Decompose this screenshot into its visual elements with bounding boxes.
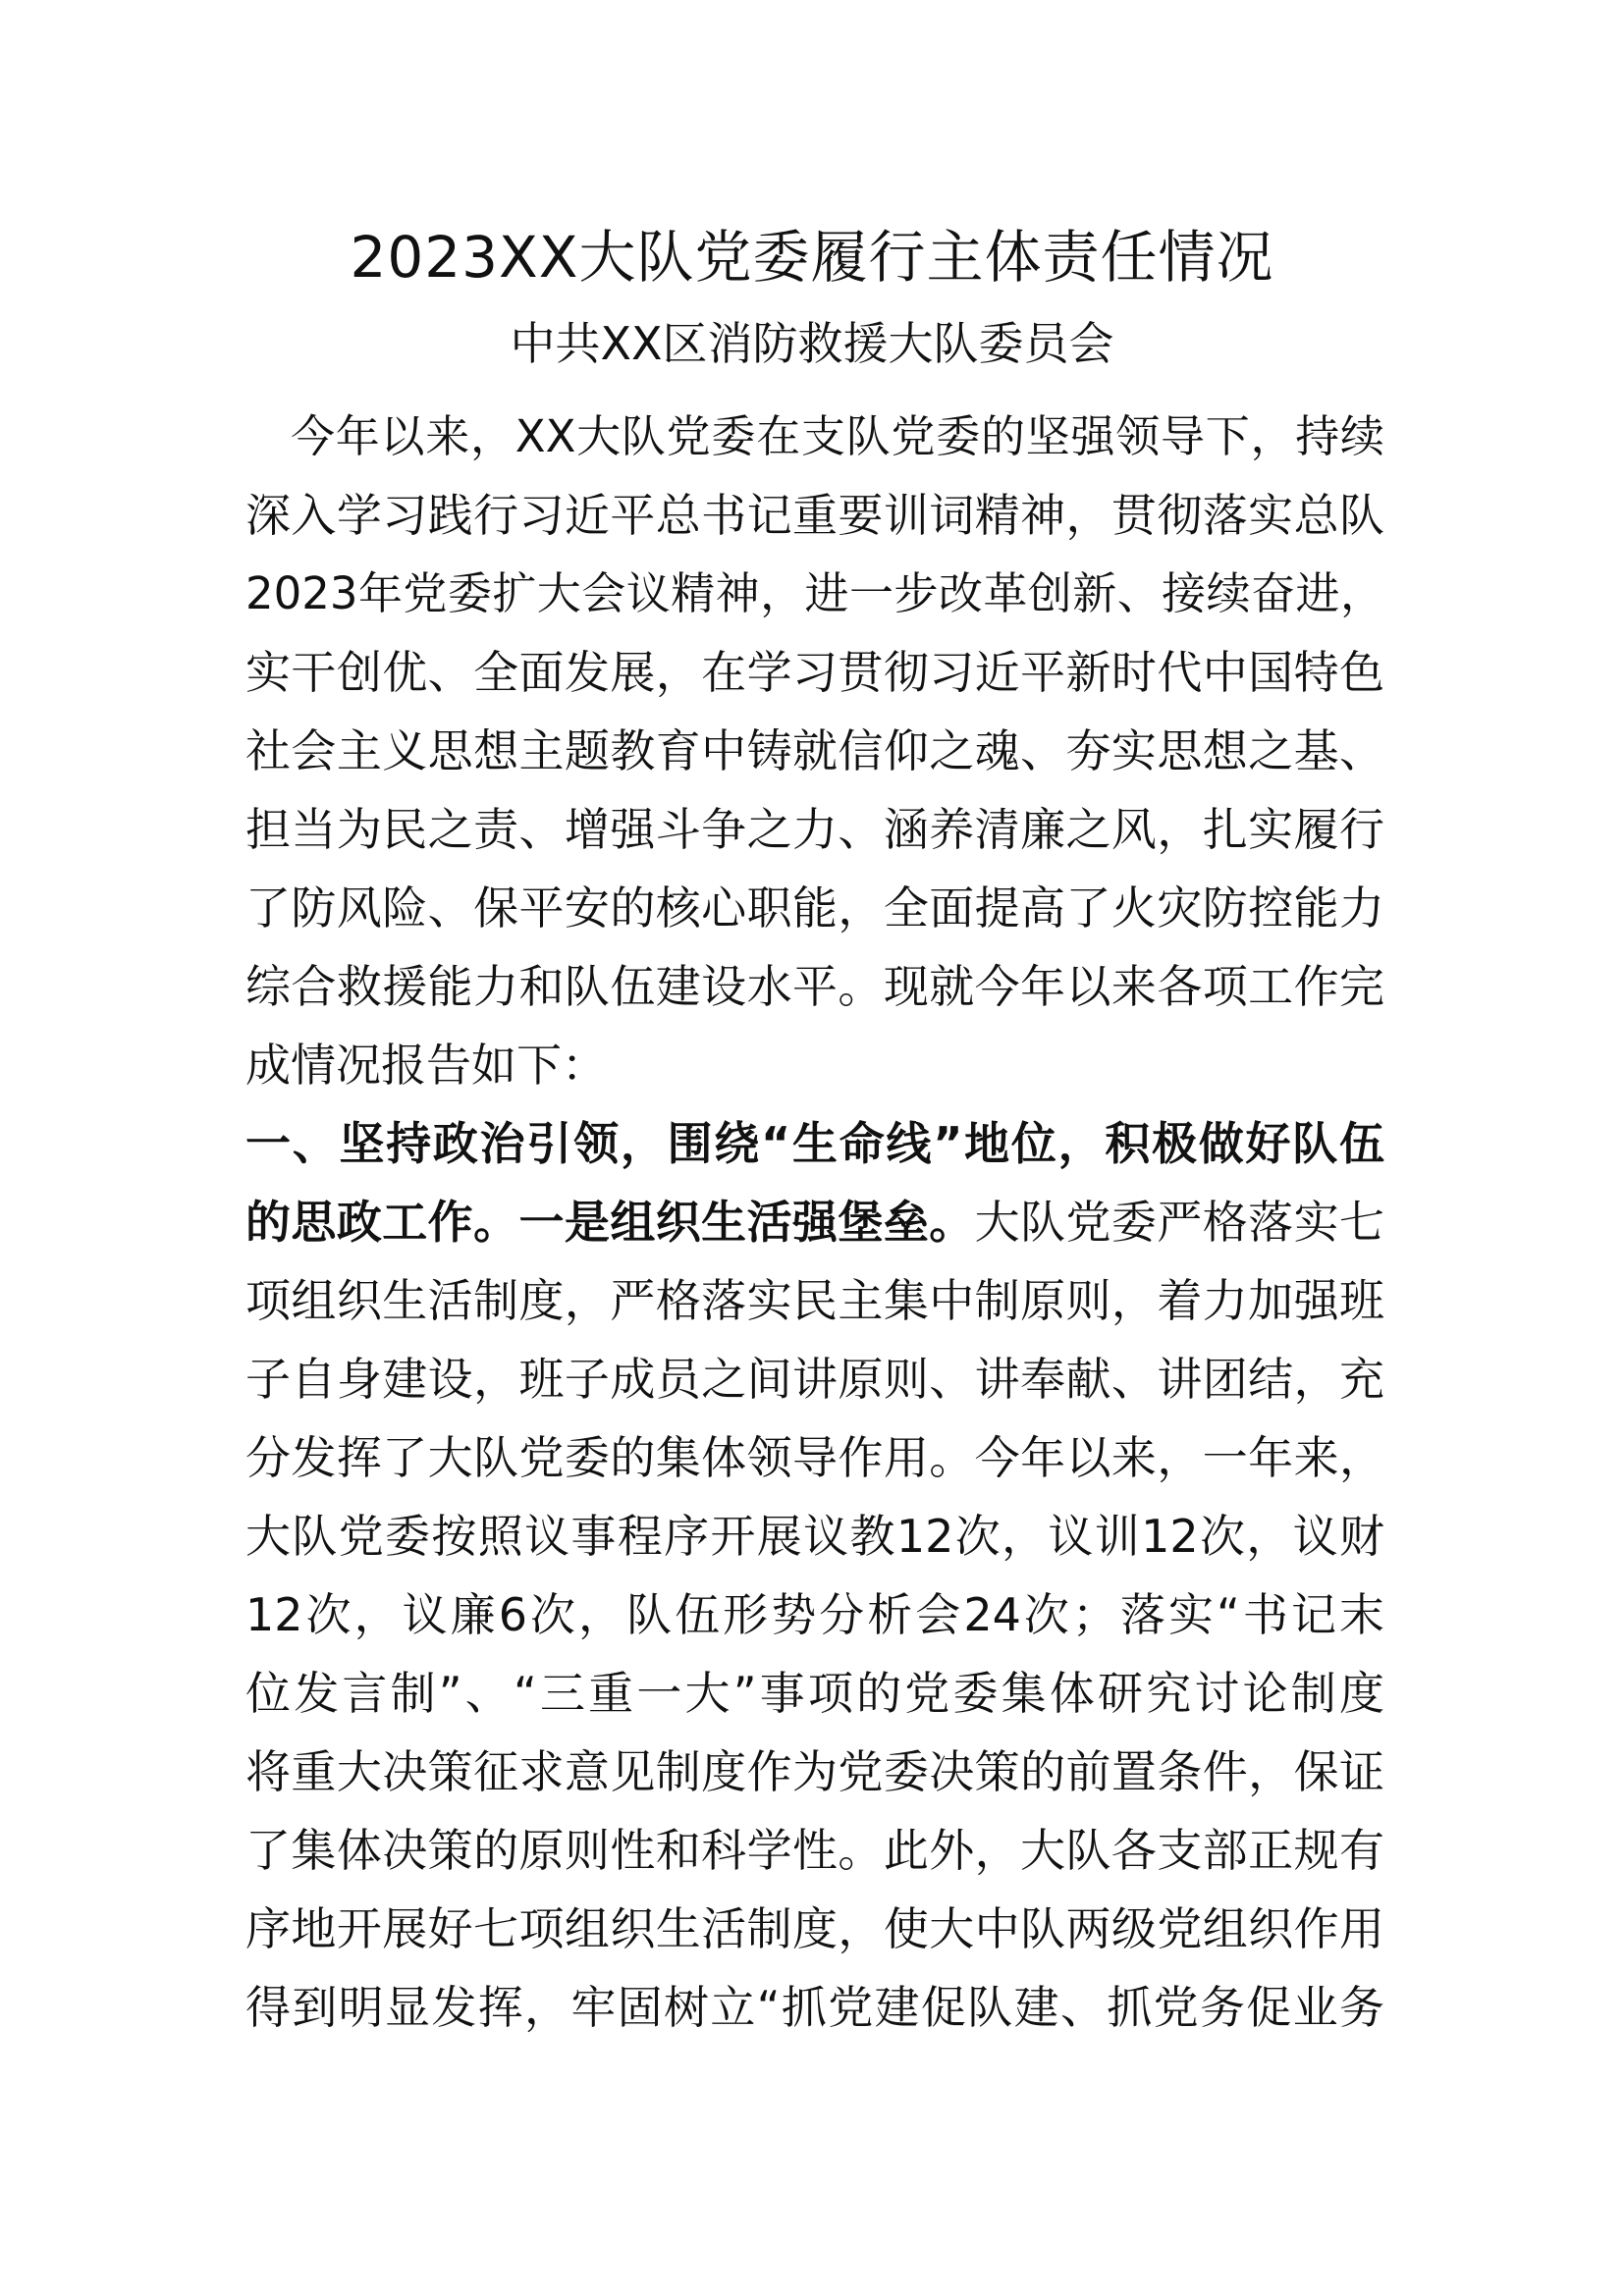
document-subtitle: 中共XX区消防救援大队委员会 <box>510 317 1114 370</box>
section-heading-rest: 大队党委严格落实七 <box>974 1196 1385 1249</box>
body-line: 大队党委按照议事程序开展议教12次，议训12次，议财 <box>245 1510 1384 1563</box>
document-title: 2023XX大队党委履行主体责任情况 <box>350 224 1274 291</box>
body-line: 序地开展好七项组织生活制度，使大中队两级党组织作用 <box>245 1902 1384 1955</box>
intro-line: 2023年党委扩大会议精神，进一步改革创新、接续奋进， <box>245 567 1384 619</box>
body-line: 子自身建设，班子成员之间讲原则、讲奉献、讲团结，充 <box>245 1353 1384 1406</box>
body-line: 12次，议廉6次，队伍形势分析会24次；落实“书记末 <box>245 1588 1384 1641</box>
body-line: 项组织生活制度，严格落实民主集中制原则，着力加强班 <box>245 1274 1384 1327</box>
body-line: 得到明显发挥，牢固树立“抓党建促队建、抓党务促业务 <box>245 1981 1384 2034</box>
section-heading-bold: 的思政工作。一是组织生活强堡垒。 <box>245 1196 975 1249</box>
intro-line: 今年以来，XX大队党委在支队党委的坚强领导下，持续 <box>291 410 1384 462</box>
intro-line: 担当为民之责、增强斗争之力、涵养清廉之风，扎实履行 <box>245 803 1384 856</box>
body-line: 将重大决策征求意见制度作为党委决策的前置条件，保证 <box>245 1745 1384 1798</box>
body-line: 分发挥了大队党委的集体领导作用。今年以来，一年来， <box>245 1431 1384 1484</box>
intro-line: 综合救援能力和队伍建设水平。现就今年以来各项工作完 <box>245 960 1384 1013</box>
intro-line: 了防风险、保平安的核心职能，全面提高了火灾防控能力 <box>245 881 1384 934</box>
body-line: 位发言制”、“三重一大”事项的党委集体研究讨论制度 <box>245 1667 1384 1720</box>
body-line: 了集体决策的原则性和科学性。此外，大队各支部正规有 <box>245 1824 1384 1877</box>
intro-line: 成情况报告如下： <box>245 1039 607 1092</box>
intro-line: 深入学习践行习近平总书记重要训词精神，贯彻落实总队 <box>245 489 1384 542</box>
intro-line: 实干创优、全面发展，在学习贯彻习近平新时代中国特色 <box>245 646 1384 699</box>
intro-line: 社会主义思想主题教育中铸就信仰之魂、夯实思想之基、 <box>245 724 1384 777</box>
section-heading-line2 <box>245 1183 1384 1261</box>
section-heading: 一、坚持政治引领，围绕“生命线”地位，积极做好队伍 <box>245 1117 1384 1170</box>
